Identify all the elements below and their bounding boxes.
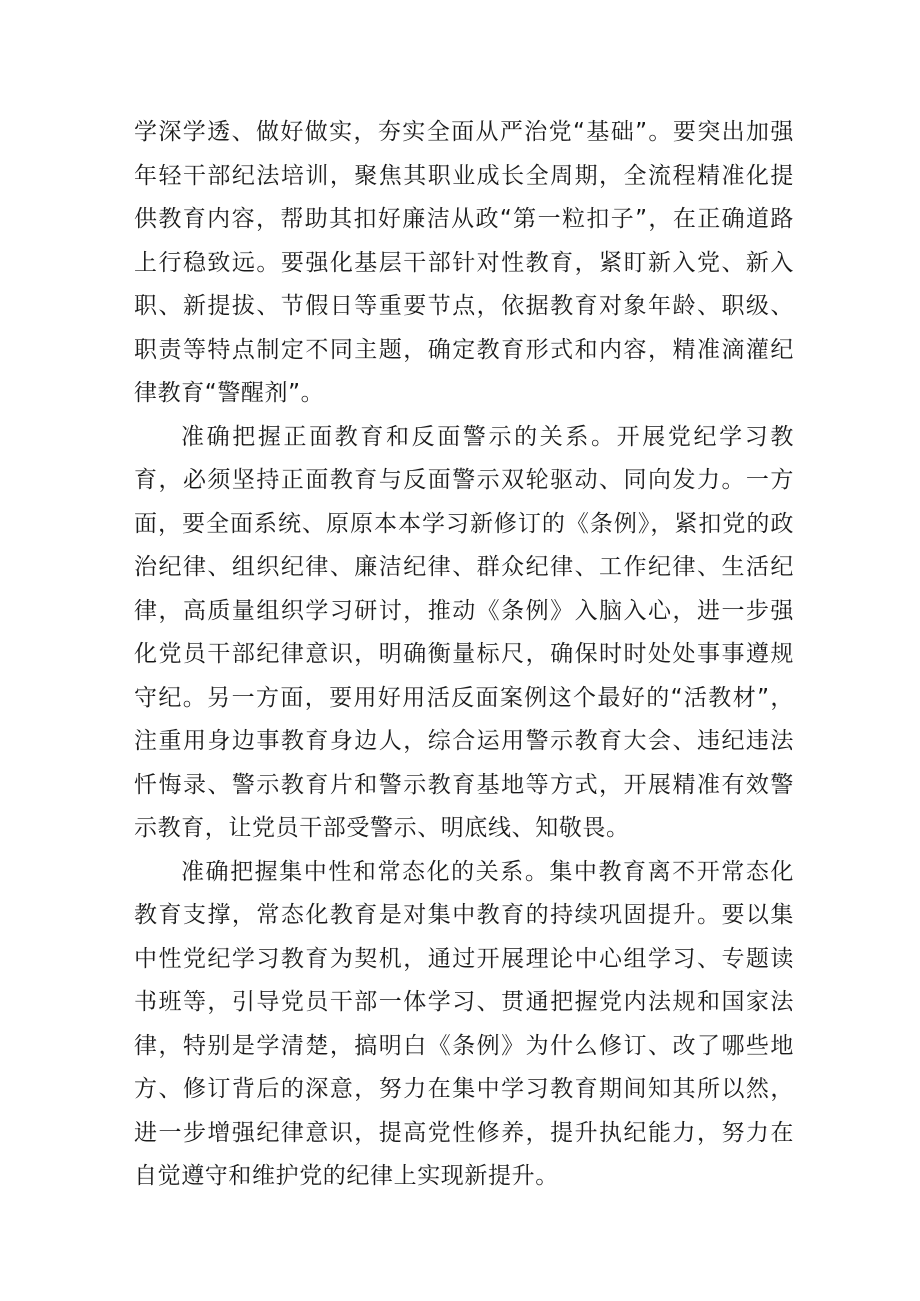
document-body: [134, 111, 794, 1199]
paragraph-positive-negative: 准确把握正面教育和反面警示的关系。开展党纪学习教育，必须坚持正面教育与反面警示双轮驱动、同向发力。一方面，要全面系统、原原本本学习新修订的《条例》，紧扣党的政治纪律、组织纪律、廉洁纪律、群众纪律、工作纪律、生活纪律，高质量组织学习研讨，推动《条例》入脑入心，进一步强化党员干部纪律意识，明确衡量标尺，确保时时处处事事遵规守纪。另一方面，要用好用活反面案例这个最好的“活教材”，注重用身边事教育身边人，综合运用警示教育大会、违纪违法忏悔录、警示教育片和警示教育基地等方式，开展精准有效警示教育，让党员干部受警示、明底线、知敬畏。: [134, 423, 794, 841]
paragraph-continuation: 学深学透、做好做实，夯实全面从严治党“基础”。要突出加强年轻干部纪法培训，聚焦其职业成长全周期，全流程精准化提供教育内容，帮助其扣好廉洁从政“第一粒扣子”，在正确道路上行稳致远。要强化基层干部针对性教育，紧盯新入党、新入职、新提拔、节假日等重要节点，依据教育对象年龄、职级、职责等特点制定不同主题，确定教育形式和内容，精准滴灌纪律教育“警醒剂”。: [134, 119, 794, 406]
paragraph-concentrated-regular: 准确把握集中性和常态化的关系。集中教育离不开常态化教育支撑，常态化教育是对集中教育的持续巩固提升。要以集中性党纪学习教育为契机，通过开展理论中心组学习、专题读书班等，引导党员干部一体学习、贯通把握党内法规和国家法律，特别是学清楚，搞明白《条例》为什么修订、改了哪些地方、修订背后的深意，努力在集中学习教育期间知其所以然，进一步增强纪律意识，提高党性修养，提升执纪能力，努力在自觉遵守和维护党的纪律上实现新提升。: [134, 858, 794, 1189]
